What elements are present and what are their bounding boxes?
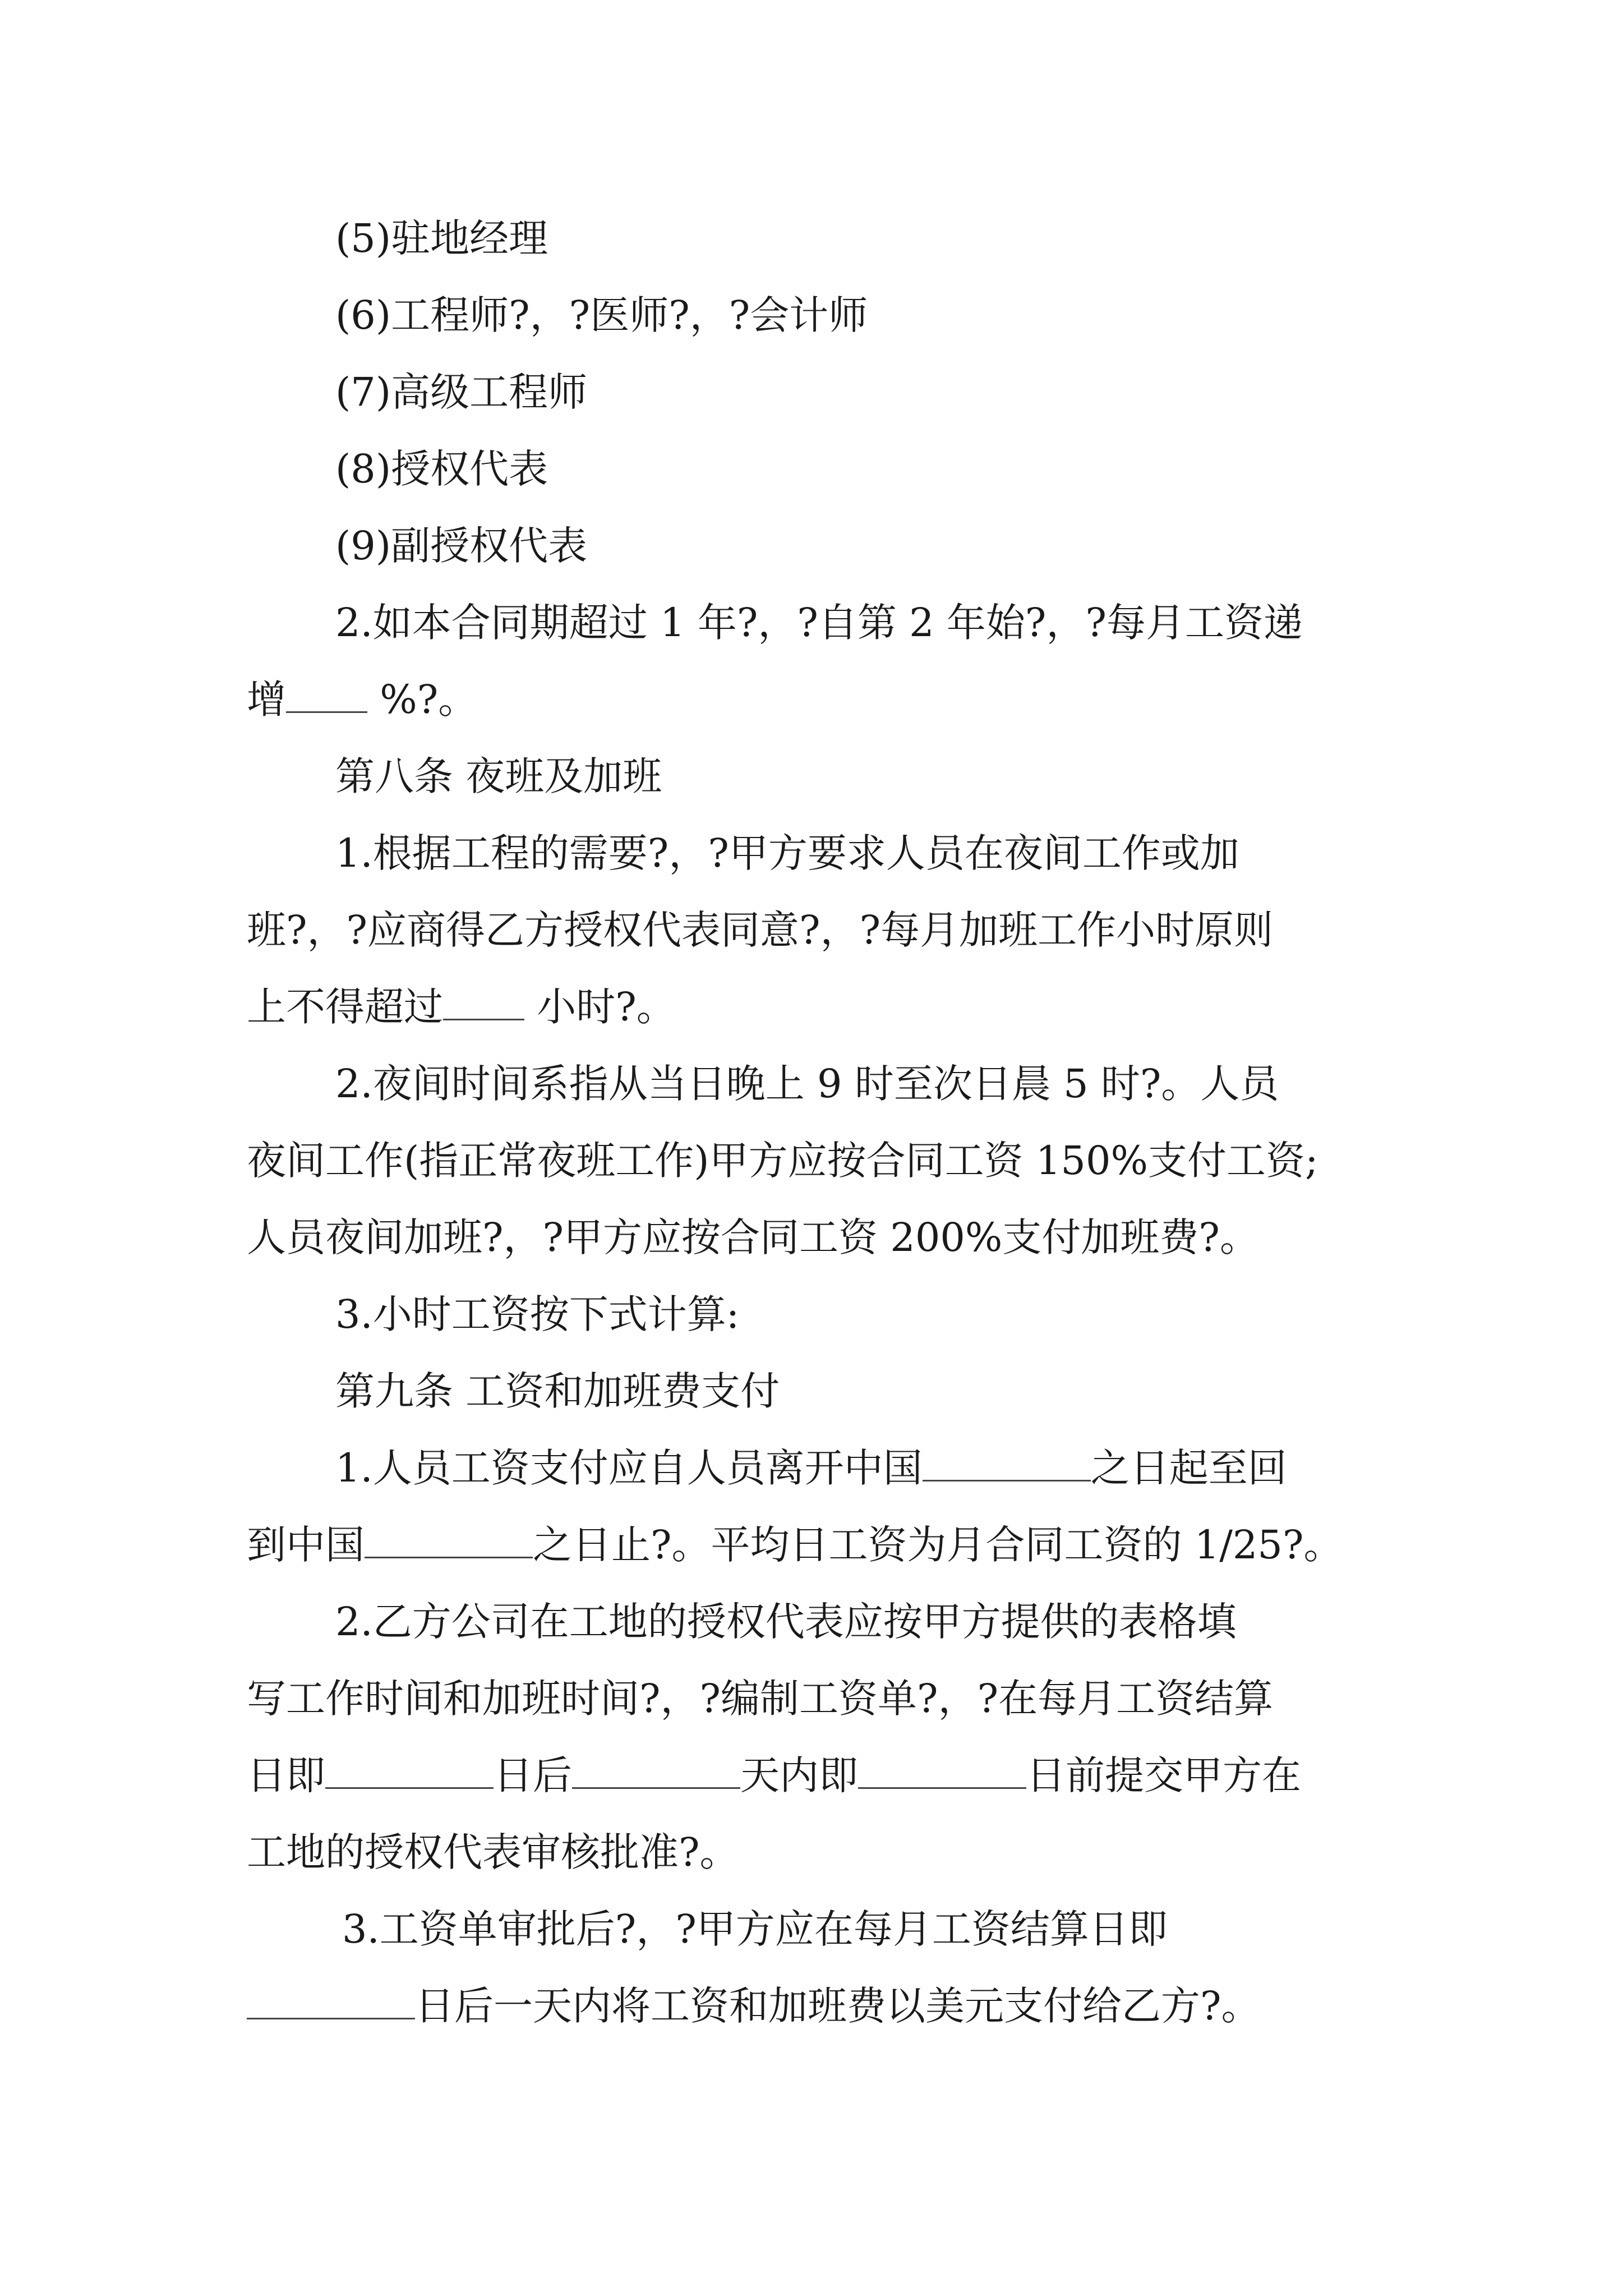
paragraph-line: 写工作时间和加班时间?，?编制工资单?，?在每月工资结算 — [247, 1676, 1274, 1722]
paragraph-line: 2.如本合同期超过 1 年?，?自第 2 年始?，?每月工资递 — [335, 600, 1303, 646]
fill-in-blank — [365, 1524, 533, 1558]
paragraph-line: 工地的授权代表审核批准?。 — [247, 1829, 739, 1875]
fill-in-blank — [247, 1985, 415, 2019]
list-item: (9)副授权代表 — [335, 523, 588, 569]
paragraph-text: 日后 — [494, 1752, 572, 1798]
paragraph-line — [247, 1984, 1261, 2028]
list-item: (6)工程师?，?医师?，?会计师 — [335, 292, 868, 338]
paragraph-line — [247, 984, 676, 1029]
fill-in-blank — [923, 1447, 1091, 1481]
paragraph-line — [247, 1753, 1301, 1798]
article-heading: 第九条 工资和加班费支付 — [335, 1368, 780, 1414]
list-item: (7)高级工程师 — [335, 369, 588, 415]
paragraph-text: 增 — [247, 677, 286, 723]
paragraph-line: 2.乙方公司在工地的授权代表应按甲方提供的表格填 — [335, 1599, 1237, 1645]
fill-in-blank — [325, 1755, 494, 1789]
paragraph-text: 天内即 — [740, 1752, 858, 1798]
paragraph-text: 1.人员工资支付应自人员离开中国 — [335, 1445, 923, 1491]
paragraph-text: 小时?。 — [524, 984, 676, 1030]
paragraph-text: 日前提交甲方在 — [1026, 1752, 1301, 1798]
fill-in-blank — [286, 679, 367, 713]
paragraph-line: 3.小时工资按下式计算: — [335, 1291, 740, 1337]
paragraph-text: 到中国 — [247, 1522, 365, 1568]
fill-in-blank — [443, 986, 524, 1020]
paragraph-text: 日即 — [247, 1752, 325, 1798]
fill-in-blank — [858, 1755, 1026, 1789]
paragraph-line: 3.工资单审批后?，?甲方应在每月工资结算日即 — [342, 1906, 1168, 1952]
paragraph-text: 之日止?。平均日工资为月合同工资的 1/25?。 — [533, 1522, 1343, 1568]
article-heading: 第八条 夜班及加班 — [335, 753, 662, 799]
paragraph-text: 上不得超过 — [247, 984, 443, 1030]
list-item: (5)驻地经理 — [335, 215, 548, 261]
fill-in-blank — [572, 1755, 740, 1789]
paragraph-line: 2.夜间时间系指从当日晚上 9 时至次日晨 5 时?。人员 — [335, 1061, 1279, 1107]
paragraph-line: 人员夜间加班?，?甲方应按合同工资 200%支付加班费?。 — [247, 1214, 1259, 1260]
paragraph-line: 夜间工作(指正常夜班工作)甲方应按合同工资 150%支付工资; — [247, 1138, 1318, 1184]
paragraph-text: 之日起至回 — [1090, 1445, 1287, 1491]
paragraph-line: 班?，?应商得乙方授权代表同意?，?每月加班工作小时原则 — [247, 907, 1274, 953]
paragraph-line — [335, 1446, 1287, 1490]
paragraph-text: 日后一天内将工资和加班费以美元支付给乙方?。 — [415, 1983, 1261, 2029]
paragraph-line — [247, 677, 477, 722]
list-item: (8)授权代表 — [335, 446, 548, 492]
paragraph-line: 1.根据工程的需要?，?甲方要求人员在夜间工作或加 — [335, 830, 1239, 876]
paragraph-line — [247, 1522, 1343, 1567]
paragraph-text: %?。 — [367, 677, 478, 723]
